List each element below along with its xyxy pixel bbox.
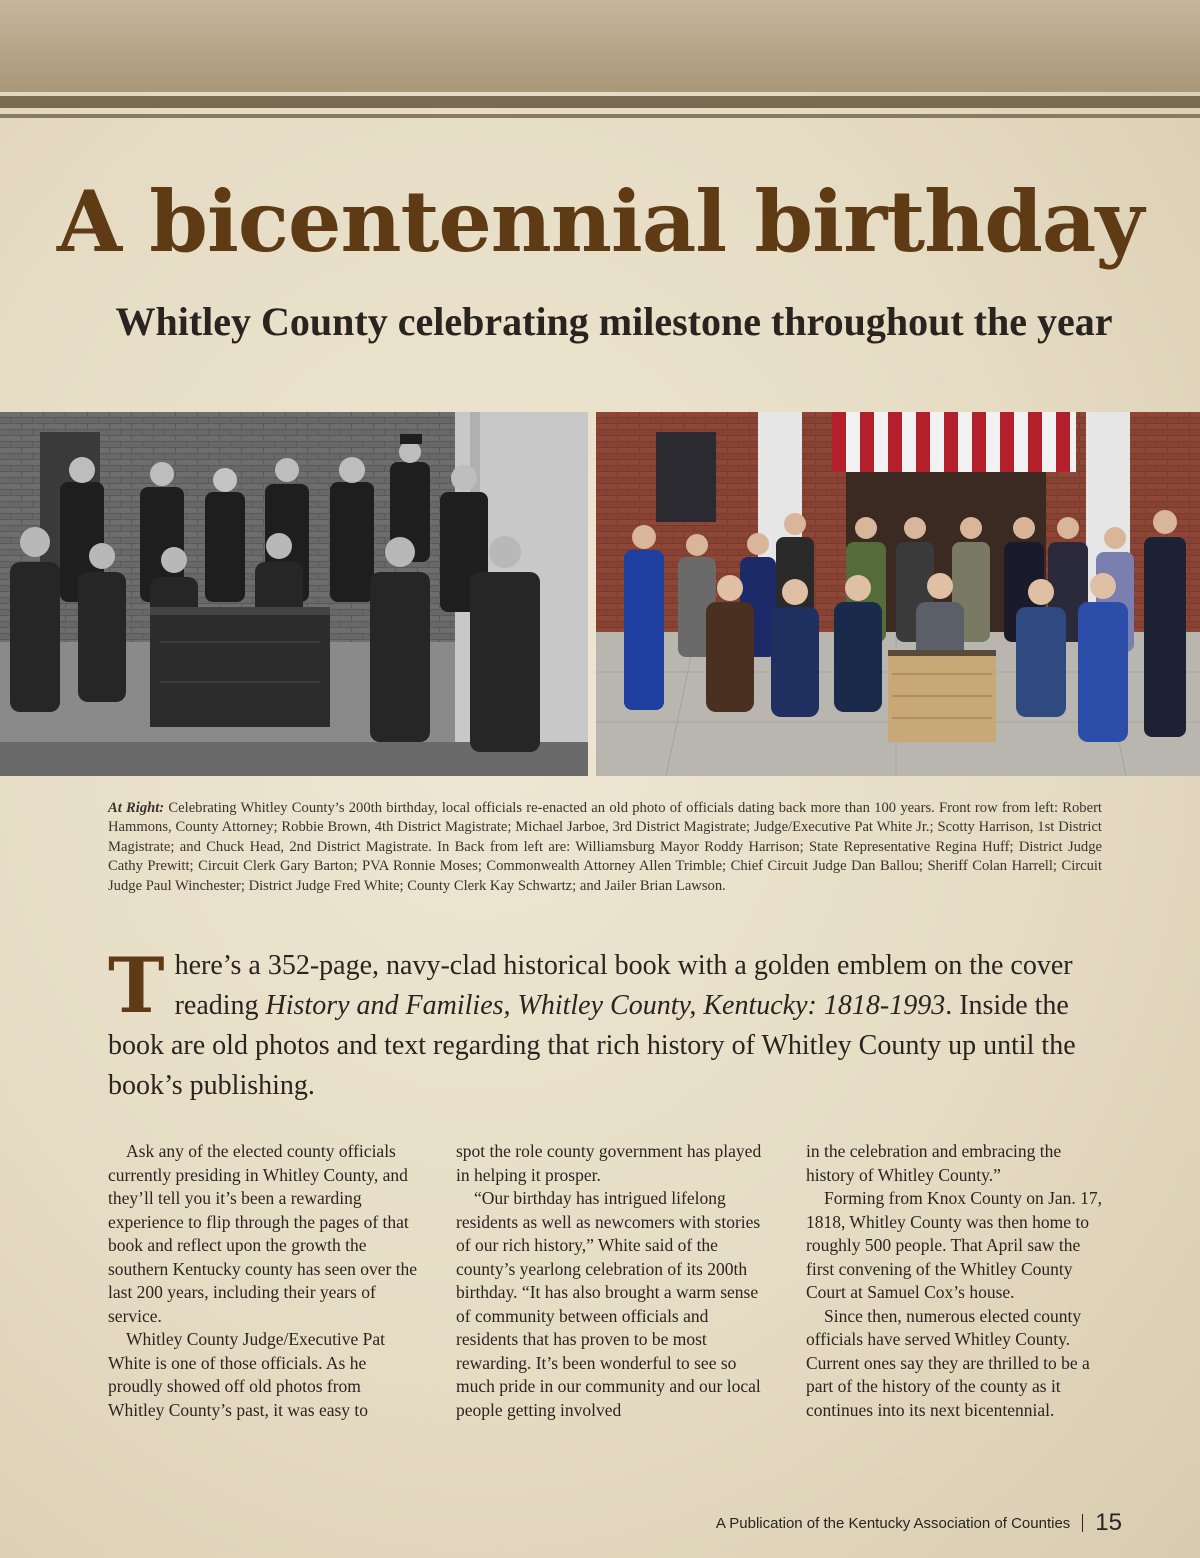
article-title: A bicentennial birthday <box>56 172 1144 271</box>
intro-text-before: here’s a 352-page, navy-clad historical book with a golden emblem on the cover reading <box>174 950 1073 1021</box>
body-paragraph: spot the role county government has played in helping it prosper. <box>456 1141 762 1185</box>
caption-lead: At Right: <box>108 799 165 816</box>
body-paragraph: Ask any of the elected county officials currently presiding in Whitley County, and they’ll tell you it’s been a rewarding experience to flip through the pages of that book and reflect upon the growth the southern Kentucky county has seen over the last 200 years, including their years of service. <box>108 1141 418 1326</box>
drop-cap: T <box>108 941 165 1030</box>
intro-paragraph <box>108 941 1108 1106</box>
reenactment-photo <box>596 412 1200 776</box>
footer-divider <box>1082 1514 1083 1532</box>
body-paragraph: Whitley County Judge/Executive Pat White is one of those officials. As he proudly showed off old photos from Whitley County’s past, it was easy to <box>108 1329 386 1420</box>
header-rule <box>0 96 1200 108</box>
body-column-2 <box>456 1140 766 1480</box>
header-band <box>0 0 1200 92</box>
caption-text: Celebrating Whitley County’s 200th birthday, local officials re-enacted an old photo of officials dating back more than 100 years. Front row from left: Robert Hammons, County Attorney; Robbie Brown, 4th District Magistrate; Michael Jarboe, 3rd District Magistrate; Judge/Executive Pat White Jr.; Scotty Harrison, 1st District Magistrate; and Chuck Head, 2nd District Magistrate. In Back from left are: Williamsburg Mayor Roddy Harrison; State Representative Regina Huff; District Judge Cathy Prewitt; Circuit Clerk Gary Barton; PVA Ronnie Moses; Commonwealth Attorney Allen Trimble; Chief Circuit Judge Dan Ballou; Sheriff Colan Harrell; Circuit Judge Paul Winchester; District Judge Fred White; County Clerk Kay Schwartz; and Jailer Brian Lawson. <box>108 799 1102 894</box>
book-title: History and Families, Whitley County, Kentucky: 1818-1993 <box>265 990 946 1021</box>
historical-photo <box>0 412 588 776</box>
body-paragraph: in the celebration and embracing the history of Whitley County.” <box>806 1141 1062 1185</box>
header-rule-thin <box>0 114 1200 118</box>
article-subtitle: Whitley County celebrating milestone throughout the year <box>115 299 1113 344</box>
body-column-1 <box>108 1140 418 1480</box>
body-paragraph: “Our birthday has intrigued lifelong residents as well as newcomers with stories of our rich history,” White said of the county’s yearlong celebration of its 200th birthday. “It has also brought a warm sense of community between officials and residents that has proven to be most rewarding. It’s been wonderful to see so much pride in our community and our local people getting involved <box>456 1188 761 1420</box>
photo-caption <box>108 799 1102 897</box>
body-paragraph: Since then, numerous elected county officials have served Whitley County. Current ones say they are thrilled to be a part of the history of the county as it continues into its next bicentennial. <box>806 1305 1090 1420</box>
body-paragraph: Forming from Knox County on Jan. 17, 1818, Whitley County was then home to roughly 500 people. That April saw the first convening of the Whitley County Court at Samuel Cox’s house. <box>806 1188 1103 1302</box>
page-footer <box>716 1508 1122 1538</box>
page-number: 15 <box>1095 1509 1122 1536</box>
intro-text-after: . Inside the book are old photos and text regarding that rich history of Whitley County up until the book’s publishing. <box>108 990 1076 1101</box>
publication-name: A Publication of the Kentucky Association of Counties <box>715 1514 1071 1532</box>
body-column-3 <box>806 1140 1106 1480</box>
